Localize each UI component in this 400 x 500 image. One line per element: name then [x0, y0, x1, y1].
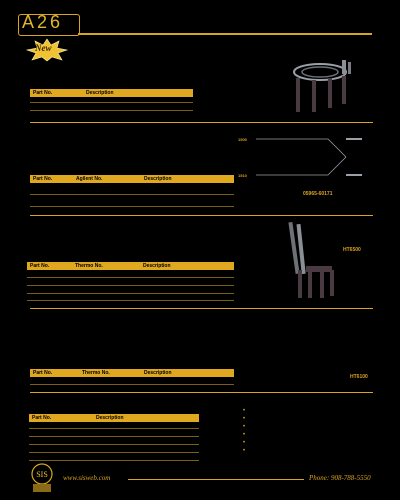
bullet-list	[243, 407, 245, 455]
table-row	[30, 206, 234, 207]
table-row	[27, 277, 234, 278]
section1-table-header	[30, 89, 193, 97]
svg-text:SIS: SIS	[36, 470, 48, 479]
section-divider	[30, 215, 373, 216]
footer-rule	[128, 479, 304, 480]
product-holder-image	[282, 58, 362, 116]
sis-logo-icon	[27, 462, 57, 494]
table-row	[30, 102, 193, 103]
product-caption: HT6100	[350, 374, 368, 380]
new-badge-label: New	[35, 43, 52, 53]
table-row	[29, 444, 199, 445]
bullet-icon: •	[243, 432, 246, 438]
table-row	[29, 428, 199, 429]
table-row	[30, 110, 193, 111]
table-row	[29, 460, 199, 461]
col-description: Description	[144, 370, 172, 376]
section-divider	[30, 308, 373, 309]
col-part-no: Part No.	[33, 370, 53, 376]
section4-table-header	[30, 369, 234, 377]
col-thermo-no: Thermo No.	[82, 370, 110, 376]
header-rule	[78, 33, 372, 35]
table-row	[29, 452, 199, 453]
cable-diagram-image	[238, 132, 374, 184]
section-divider	[30, 122, 373, 123]
bullet-icon: •	[243, 440, 246, 446]
footer-phone: Phone: 908-788-5550	[309, 474, 371, 482]
col-description: Description	[144, 176, 172, 182]
col-part-no: Part No.	[32, 415, 52, 421]
bullet-icon: •	[243, 416, 246, 422]
col-part-no: Part No.	[33, 176, 53, 182]
product-caption: 05965-60171	[303, 191, 333, 197]
table-row	[27, 293, 234, 294]
col-agilent-no: Agilent No.	[76, 176, 103, 182]
footer-url: www.sisweb.com	[63, 474, 111, 482]
section-divider	[30, 392, 373, 393]
bullet-icon: •	[243, 448, 246, 454]
table-row	[30, 194, 234, 195]
diagram-label: 1510	[238, 173, 247, 178]
bullet-icon: •	[243, 408, 246, 414]
table-row	[27, 285, 234, 286]
table-row	[30, 384, 234, 385]
bullet-icon: •	[243, 424, 246, 430]
page-code: A26	[22, 12, 64, 32]
col-description: Description	[86, 90, 114, 96]
product-sampler-image	[282, 220, 342, 302]
product-caption: HT6500	[343, 247, 361, 253]
section3-table-header	[27, 262, 234, 270]
col-part-no: Part No.	[30, 263, 50, 269]
diagram-label: 1500	[238, 137, 247, 142]
col-part-no: Part No.	[33, 90, 53, 96]
section5-table-header	[29, 414, 199, 422]
col-description: Description	[96, 415, 124, 421]
col-description: Description	[143, 263, 171, 269]
section2-table-header	[30, 175, 234, 183]
table-row	[27, 300, 234, 301]
table-row	[29, 436, 199, 437]
col-thermo-no: Thermo No.	[75, 263, 103, 269]
